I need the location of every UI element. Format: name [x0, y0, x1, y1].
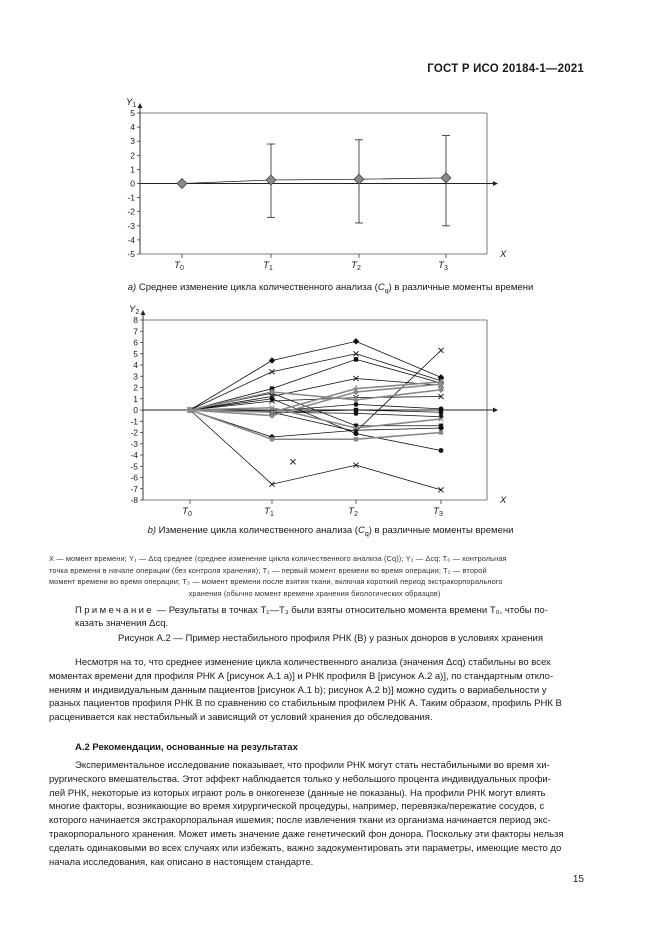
section-title: А.2 Рекомендации, основанные на результатах: [75, 742, 298, 753]
legend-line-3: момент времени во время операции; T₃ — момент времени после взятия ткани, включая короткий период экстракорпорального: [49, 577, 503, 587]
paragraph-1-line: расценивается как нестабильный и зависящий от условий хранения до обследования.: [49, 712, 433, 724]
paragraph-1-line: моментах времени для профиля РНК А [рисунок А.1 а)] и РНК профиля В [рисунок А.2 а)], по стандартным откло-: [49, 670, 554, 682]
y-tick-label: -2: [130, 427, 138, 438]
paragraph-2-line: лей РНК, некоторые из которых играют роль в онкогенезе (данные не показаны). На профили РНК могут влиять: [49, 787, 546, 799]
figure-b-marks: [187, 338, 444, 492]
paragraph-1-line: Несмотря на то, что среднее изменение цикла количественного анализа (значения Δcq) стабильны во всех: [75, 657, 551, 668]
y-tick-label: -3: [127, 220, 135, 231]
y-tick-label: 5: [133, 348, 138, 359]
donor-data-point: [354, 357, 358, 361]
x-tick-label-sub: 2: [356, 265, 361, 272]
y-tick-label: 8: [133, 315, 138, 325]
donor-series-line: [190, 410, 441, 439]
note-label: Примечание: [75, 605, 154, 616]
y-axis-label-base: Y: [126, 97, 133, 108]
donor-data-point: [439, 430, 443, 434]
figure-a-caption-text: Среднее изменение цикла количественного анализа (: [138, 282, 378, 293]
figure-a-caption: [0, 282, 661, 295]
x-axis-arrow: [493, 181, 498, 186]
page-number: 15: [572, 874, 584, 885]
paragraph-1: [49, 656, 581, 725]
paragraph-2-line: рургического вмешательства. Этот эффект наблюдается только у небольшого процента индивидуальных профи-: [49, 773, 551, 785]
y-tick-label: 5: [130, 108, 135, 118]
x-tick-label-sub: 3: [438, 511, 443, 518]
y-tick-label: -2: [127, 206, 135, 217]
y-tick-label: 1: [133, 393, 138, 404]
x-tick-label-base: T: [264, 506, 270, 517]
x-tick-label: [264, 506, 274, 518]
stray-data-point: [290, 459, 295, 464]
y-tick-label: 6: [133, 337, 138, 348]
figure-b-caption-text: Изменение цикла количественного анализа (: [158, 525, 358, 536]
figure-b-caption: [0, 525, 661, 538]
figure-note: [75, 604, 581, 630]
donor-data-point: [269, 482, 274, 487]
y-tick-label: -1: [130, 416, 138, 427]
y-tick-label: 3: [130, 136, 135, 147]
y-tick-label: 4: [133, 360, 138, 370]
figure-caption: Рисунок А.2 — Пример нестабильного профиля РНК (В) у разных доноров в условиях хранения: [118, 633, 543, 644]
paragraph-1-line: нениям и индивидуальным данным пациентов [рисунок А.1 b); рисунок А.2 b)] можно судить о вариабельности у: [49, 684, 547, 696]
donor-data-point: [354, 408, 358, 412]
x-tick-label-sub: 0: [179, 265, 184, 272]
x-tick-label-base: T: [351, 260, 357, 271]
donor-data-point: [270, 437, 274, 441]
donor-data-point: [353, 386, 359, 392]
y-tick-label: -7: [130, 483, 138, 494]
x-tick-label: [351, 260, 361, 272]
x-tick-label: [348, 506, 358, 518]
x-tick-label-sub: 1: [268, 265, 273, 272]
y-tick-label: -8: [130, 495, 138, 505]
note-line-2: казать значения Δcq.: [75, 618, 169, 629]
standard-header: ГОСТ Р ИСО 20184-1—2021: [427, 63, 584, 75]
figure-b-caption-var: C: [357, 525, 365, 536]
paragraph-2-line: которого начинается экстракорпоральная ишемия; после извлечения ткани из организма начинается период экс-: [49, 815, 551, 827]
figure-b-caption-letter: b): [147, 525, 157, 536]
figure-a-caption-var-sub: q: [384, 287, 389, 295]
figure-a-chart: [0, 86, 661, 308]
x-tick-label: [438, 260, 448, 272]
legend-line-4: хранения (обычно момент времени хранения биологических образцов): [188, 588, 441, 598]
y-axis-label-base: Y: [129, 304, 136, 315]
y-axis-arrow: [138, 103, 143, 108]
donor-data-point: [354, 437, 358, 441]
x-axis-arrow: [493, 408, 498, 413]
legend-line-1: X — момент времени; Y₁ — Δcq среднее (среднее изменение цикла количественного анализа (Cq)); Y₂ — Δcq; T₀ — контрольная: [49, 554, 507, 563]
y-tick-label: -3: [130, 438, 138, 449]
figure-b-caption-text-end: ) в различные моменты времени: [368, 525, 514, 536]
y-tick-label: 7: [133, 326, 138, 337]
figure-a-caption-text-end: ) в различные моменты времени: [388, 282, 534, 293]
figure-b-chart: [0, 300, 661, 542]
figure-legend: [49, 553, 580, 599]
paragraph-1-line: разных пациентов профиля РНК В по сравнению со стабильным профилем РНК А. Таким образом, профиль РНК В: [49, 698, 562, 710]
note-line-1: — Результаты в точках T₁—T₃ были взяты относительно момента времени T₀, чтобы по-: [154, 605, 548, 616]
paragraph-2-line: Экспериментальное исследование показывает, что профили РНК могут стать нестабильными во время хи-: [75, 760, 550, 771]
figure-a-marks: [177, 136, 451, 226]
donor-data-point: [353, 338, 359, 344]
paragraph-2-line: многие факторы, возникающие во время хирургической процедуры, например, перевязка/пережатие сосудов, с: [49, 801, 545, 813]
x-tick-label: [174, 260, 184, 272]
x-tick-label-sub: 2: [353, 511, 358, 518]
y-tick-label: 2: [133, 382, 138, 393]
paragraph-2-line: сделать одинаковыми во всех случаях или избежать, важно задокументировать эти параметры, имеющие место до: [49, 842, 562, 854]
y-axis-label-sub: 2: [135, 309, 140, 316]
figure-b-caption-var-sub: q: [364, 530, 369, 538]
y-tick-label: -5: [127, 249, 135, 259]
y-tick-label: -4: [127, 234, 135, 245]
y-axis-label-sub: 1: [132, 102, 137, 109]
mean-point: [441, 173, 451, 183]
mean-point: [177, 179, 187, 189]
x-tick-label: [182, 506, 192, 518]
x-tick-label-base: T: [433, 506, 439, 517]
x-tick-label-base: T: [174, 260, 180, 271]
y-tick-label: 2: [130, 150, 135, 161]
y-tick-label: 0: [133, 405, 138, 415]
donor-data-point: [439, 448, 444, 453]
y-tick-label: 1: [130, 164, 135, 175]
donor-data-point: [438, 487, 443, 492]
x-tick-label: [433, 506, 443, 518]
x-tick-label-sub: 1: [269, 511, 274, 518]
y-tick-label: -6: [130, 472, 138, 483]
legend-line-2: точка времени в начале операции (без контроля хранения); T₁ — первый момент времени во время операции; T₂ — второй: [49, 565, 487, 575]
x-tick-label-sub: 3: [443, 265, 448, 272]
y-axis-arrow: [141, 310, 146, 315]
x-axis-label: X: [500, 495, 507, 506]
y-tick-label: -1: [127, 192, 135, 203]
y-tick-label: 3: [133, 371, 138, 382]
x-tick-label-base: T: [438, 260, 444, 271]
y-tick-label: -4: [130, 450, 138, 460]
mean-point: [354, 174, 364, 184]
x-tick-label-sub: 0: [187, 511, 192, 518]
y-tick-label: 4: [130, 122, 135, 133]
y-tick-label: 0: [130, 178, 135, 189]
donor-data-point: [353, 463, 358, 468]
figure-a-caption-var: C: [377, 282, 385, 293]
paragraph-2-line: тракорпорального хранения. Может иметь значение даже генетический фон донора. Поскольку эти факторы нельзя: [49, 828, 564, 840]
x-tick-label-base: T: [263, 260, 269, 271]
mean-line: [182, 178, 446, 184]
y-tick-label: -5: [130, 461, 138, 472]
donor-data-point: [439, 410, 443, 414]
donor-data-point: [438, 348, 443, 353]
x-axis-label: X: [500, 249, 507, 260]
x-tick-label-base: T: [182, 506, 188, 517]
paragraph-2: [49, 759, 581, 869]
donor-data-point: [269, 357, 275, 363]
x-tick-label-base: T: [348, 506, 354, 517]
paragraph-2-line: начала исследования, как описано в настоящем стандарте.: [49, 856, 314, 868]
x-tick-label: [263, 260, 273, 272]
figure-a-caption-letter: a): [127, 282, 137, 293]
